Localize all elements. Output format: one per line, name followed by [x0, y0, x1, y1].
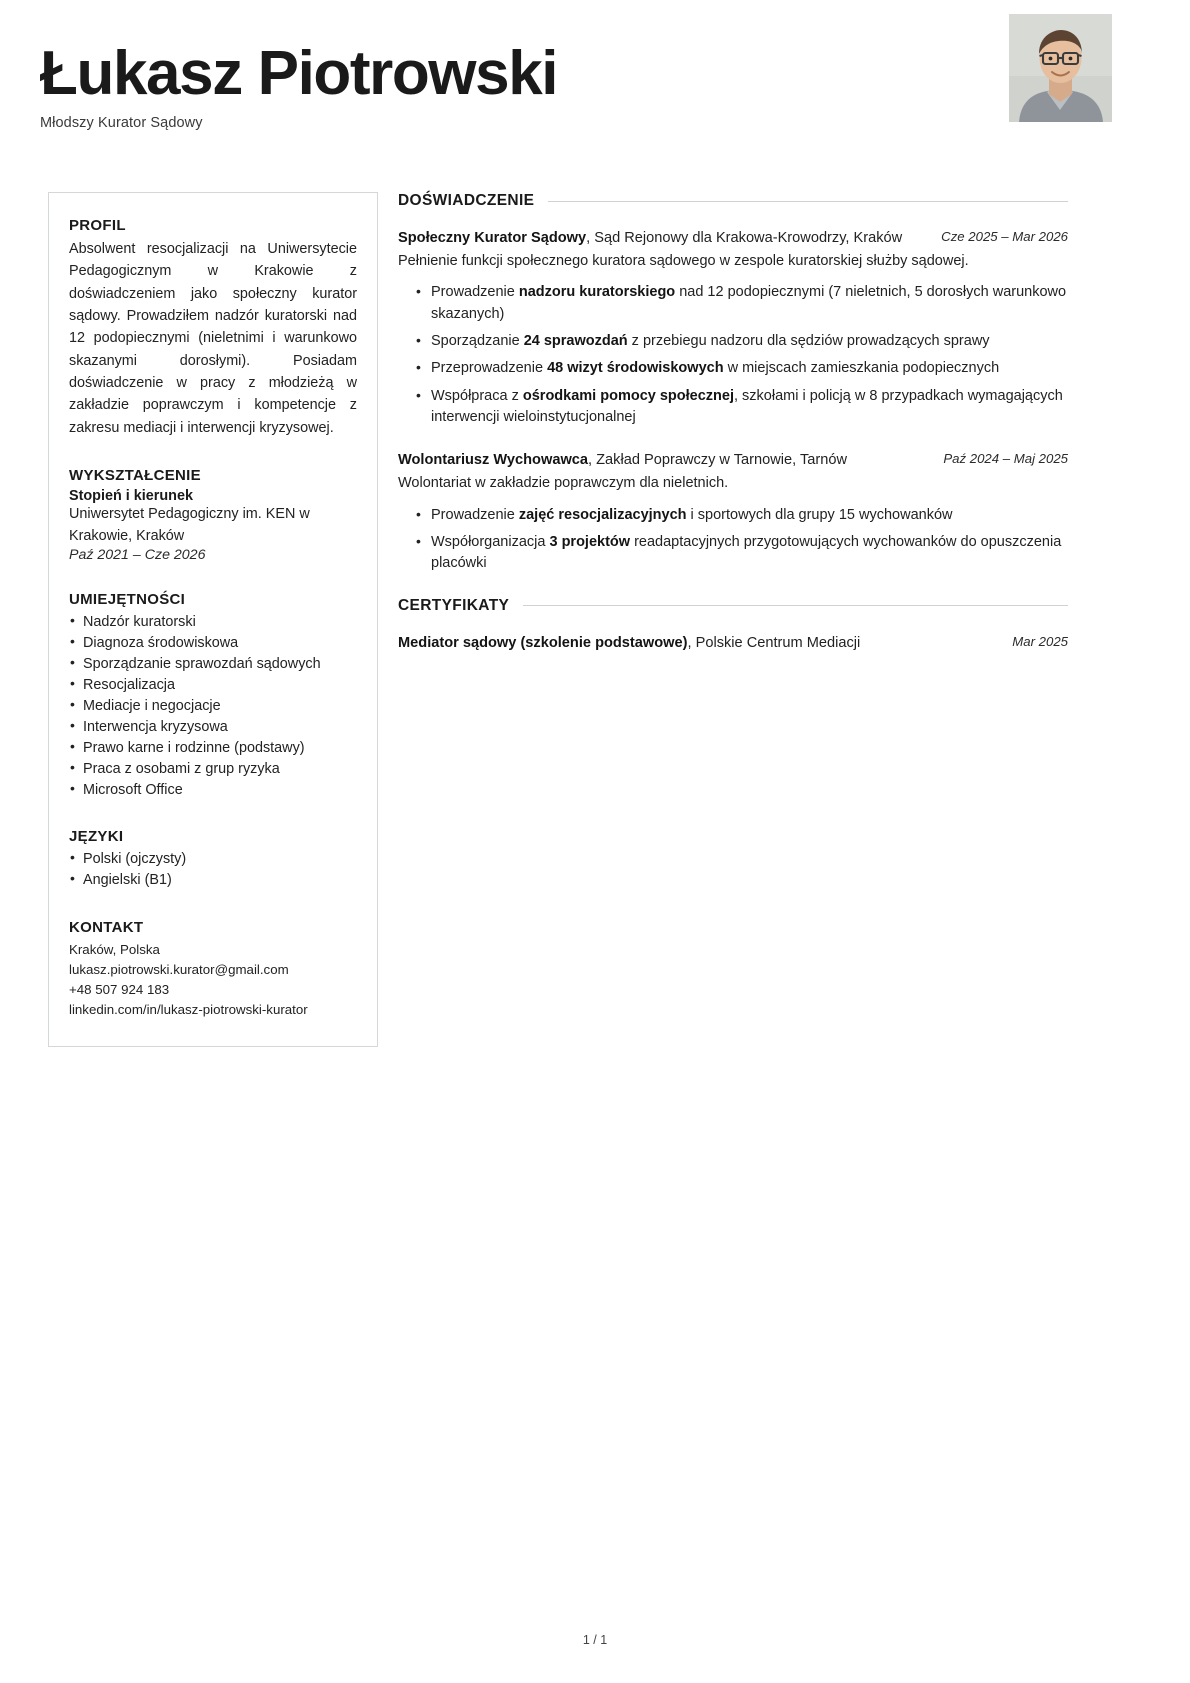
experience-section: [398, 192, 1068, 575]
bullet-highlight: ośrodkami pomocy społecznej: [522, 387, 734, 404]
certificate-title-issuer: [398, 633, 992, 655]
entry-bullet: • Prowadzenie nadzoru kuratorskiego nad 12 podopiecznymi (7 nieletnich, 5 dorosłych warunkowo skazanych): [398, 282, 1068, 325]
section-divider: [548, 201, 1068, 202]
page-footer: [0, 1633, 1190, 1647]
bullet-highlight: 3 projektów: [549, 533, 631, 550]
profile-photo: [1009, 14, 1112, 122]
entry-bullet: • Prowadzenie zajęć resocjalizacyjnych i sportowych dla grupy 15 wychowanków: [398, 505, 1068, 526]
skill-item: • Interwencja kryzysowa: [69, 717, 357, 737]
sidebar-section-profile: [69, 217, 357, 439]
education-school: Uniwersytet Pedagogiczny im. KEN w Krakowie, Kraków: [69, 505, 310, 544]
profile-text: Absolwent resocjalizacji na Uniwersytecie Pedagogicznym w Krakowie z doświadczeniem jako społeczny kurator sądowy. Prowadziłem nadzór kuratorski nad 12 podopiecznymi (nieletnimi i warunkowo skazanymi dorosłymi). Posiadam doświadczenie w pracy z młodzieżą w zakładzie poprawczym i kompetencje z zakresu mediacji i interwencji kryzysowej.: [69, 241, 357, 436]
skill-item: • Prawo karne i rodzinne (podstawy): [69, 738, 357, 758]
languages-list: [69, 849, 357, 890]
page-indicator: 1 / 1: [582, 1633, 608, 1647]
experience-entry: [398, 450, 1068, 574]
certificates-section: [398, 597, 1068, 655]
contact-linkedin[interactable]: linkedin.com/in/lukasz-piotrowski-kurator: [69, 1002, 308, 1018]
entry-title-company: [398, 228, 921, 250]
skill-item: • Resocjalizacja: [69, 675, 357, 695]
main-content: [398, 192, 1068, 676]
entry-description: Pełnienie funkcji społecznego kuratora sądowego w zespole kuratorskiej służby sądowej.: [398, 252, 969, 269]
sidebar-section-languages: [69, 828, 357, 890]
resume-header: [40, 39, 1150, 172]
sidebar: [48, 192, 378, 1047]
certificate-entry: [398, 633, 1068, 655]
entry-bullet-list: [398, 282, 1068, 428]
languages-heading: JĘZYKI: [69, 828, 124, 846]
sidebar-section-skills: [69, 591, 357, 800]
bullet-highlight: nadzoru kuratorskiego: [518, 284, 676, 301]
skill-item: • Sporządzanie sprawozdań sądowych: [69, 654, 357, 674]
skill-item: • Nadzór kuratorski: [69, 612, 357, 632]
entry-bullet: • Współpraca z ośrodkami pomocy społecznej, szkołami i policją w 8 przypadkach wymagających interwencji wieloinstytucjonalnej: [398, 386, 1068, 429]
entry-title-company: [398, 450, 923, 472]
certificates-section-head: [398, 597, 1068, 615]
section-divider: [523, 605, 1068, 606]
entry-description: Wolontariat w zakładzie poprawczym dla nieletnich.: [398, 474, 729, 491]
profile-heading: PROFIL: [69, 217, 126, 234]
certificates-heading: CERTYFIKATY: [398, 596, 510, 614]
contact-heading: KONTAKT: [69, 918, 144, 936]
skill-item: • Praca z osobami z grup ryzyka: [69, 759, 357, 779]
certificate-header-row: [398, 633, 1068, 655]
contact-phone[interactable]: +48 507 924 183: [69, 982, 170, 998]
experience-heading: DOŚWIADCZENIE: [398, 192, 535, 209]
entry-bullet-list: [398, 505, 1068, 575]
entry-bullet: • Sporządzanie 24 sprawozdań z przebiegu nadzoru dla sędziów prowadzących sprawy: [398, 331, 1068, 352]
sidebar-section-education: [69, 467, 357, 563]
education-dates: Paź 2021 – Cze 2026: [69, 547, 206, 564]
sidebar-section-contact: [69, 919, 357, 1021]
entry-job-title: Społeczny Kurator Sądowy: [398, 230, 587, 246]
language-item: • Angielski (B1): [69, 870, 357, 890]
entry-header-row: [398, 450, 1068, 472]
certificate-dates: Mar 2025: [1012, 633, 1068, 649]
certificate-issuer: , Polskie Centrum Mediacji: [687, 634, 861, 651]
skill-item: • Mediacje i negocjacje: [69, 696, 357, 716]
skill-item: • Diagnoza środowiskowa: [69, 633, 357, 653]
entry-bullet: • Współorganizacja 3 projektów readaptacyjnych przygotowujących wychowanków do opuszczenia placówki: [398, 532, 1068, 575]
contact-email[interactable]: lukasz.piotrowski.kurator@gmail.com: [69, 961, 289, 977]
candidate-name: Łukasz Piotrowski: [40, 39, 558, 108]
entry-dates: Cze 2025 – Mar 2026: [941, 229, 1068, 244]
entry-header-row: [398, 228, 1068, 250]
experience-entries: [398, 228, 1068, 575]
entry-bullet: • Przeprowadzenie 48 wizyt środowiskowych w miejscach zamieszkania podopiecznych: [398, 358, 1068, 379]
certificate-entries: [398, 633, 1068, 655]
contact-location: Kraków, Polska: [69, 941, 160, 957]
bullet-highlight: zajęć resocjalizacyjnych: [518, 506, 687, 523]
experience-entry: [398, 228, 1068, 428]
candidate-job-title: Młodszy Kurator Sądowy: [40, 115, 203, 132]
entry-dates: Paź 2024 – Maj 2025: [943, 451, 1068, 467]
bullet-highlight: 24 sprawozdań: [523, 332, 628, 349]
skills-heading: UMIEJĘTNOŚCI: [69, 591, 186, 609]
bullet-highlight: 48 wizyt środowiskowych: [547, 360, 724, 377]
experience-section-head: [398, 192, 1068, 210]
entry-company: , Zakład Poprawczy w Tarnowie, Tarnów: [588, 452, 848, 469]
education-heading: WYKSZTAŁCENIE: [69, 466, 201, 484]
skills-list: [69, 612, 357, 800]
profile-photo-image: [1009, 14, 1112, 122]
education-degree: Stopień i kierunek: [69, 487, 193, 504]
entry-company: , Sąd Rejonowy dla Krakowa-Krowodrzy, Kraków: [586, 230, 903, 246]
language-item: • Polski (ojczysty): [69, 849, 357, 869]
certificate-title: Mediator sądowy (szkolenie podstawowe): [398, 634, 688, 651]
skill-item: • Microsoft Office: [69, 780, 357, 800]
entry-job-title: Wolontariusz Wychowawca: [398, 452, 589, 469]
